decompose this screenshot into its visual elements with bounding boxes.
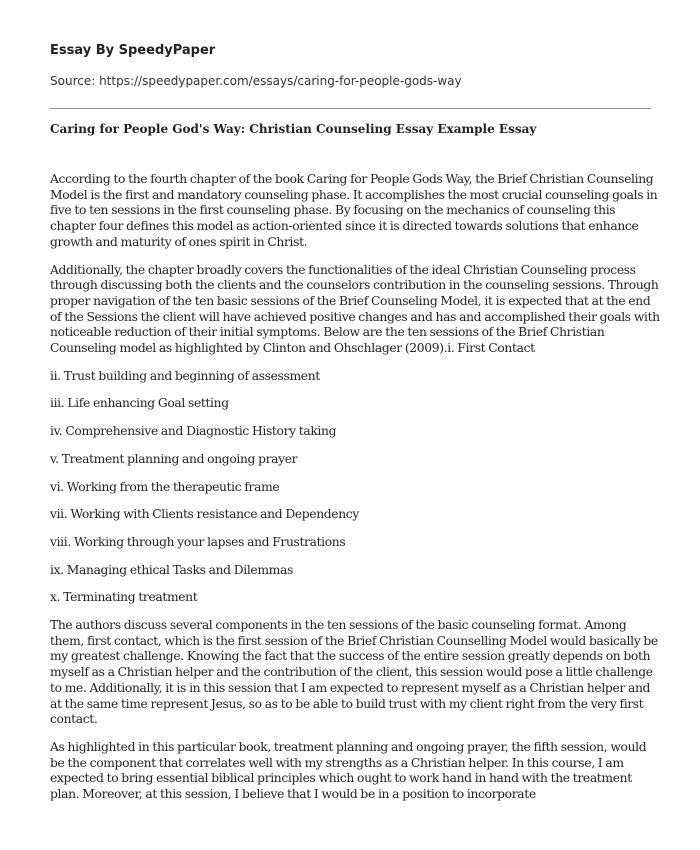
essay-title: Caring for People God's Way: Christian Counseling Essay Example Essay: [50, 122, 537, 136]
source-line: Source: https://speedypaper.com/essays/caring-for-people-gods-way: [50, 74, 462, 88]
session-list-item: iv. Comprehensive and Diagnostic History taking: [50, 424, 337, 439]
paragraph: According to the fourth chapter of the book Caring for People Gods Way, the Brief Christian Counseling Model is the first and mandatory counseling phase. It accomplishes the most crucial counseling goals in five to ten sessions in the first counseling phase. By focusing on the mechanics of counseling this chapter four defines this model as action-oriented since it is directed towards solutions that enhance growth and maturity of ones spirit in Christ.: [50, 172, 658, 249]
session-list-item: x. Terminating treatment: [50, 590, 198, 605]
paragraph: Additionally, the chapter broadly covers the functionalities of the ideal Christian Counseling process through discussing both the clients and the counselors contribution in the counseling sessions. Through proper navigation of the ten basic sessions of the Brief Counseling Model, it is expected that at the end of the Sessions the client will have achieved positive changes and has and accomplished their goals with noticeable reduction of their initial symptoms. Below are the ten sessions of the Brief Christian Counseling model as highlighted by Clinton and Ohschlager (2009).i. First Contact: [50, 262, 660, 356]
session-list-item: ix. Managing ethical Tasks and Dilemmas: [50, 562, 293, 577]
essay-body: [50, 172, 662, 815]
session-list-item: vi. Working from the therapeutic frame: [50, 479, 280, 494]
session-list-item: v. Treatment planning and ongoing prayer: [50, 451, 298, 466]
paragraph: The authors discuss several components in the ten sessions of the basic counseling format. Among them, first contact, which is the first session of the Brief Christian Counselling Model would basically be my greatest challenge. Knowing the fact that the success of the entire session greatly depends on both myself as a Christian helper and the contribution of the client, this session would pose a little challenge to me. Additionally, it is in this session that I am expected to represent myself as a Christian helper and at the same time represent Jesus, so as to be able to build trust with my client right from the very first contact.: [50, 618, 658, 727]
session-list-item: iii. Life enhancing Goal setting: [50, 396, 229, 411]
header-divider: [50, 108, 651, 109]
session-list-item: vii. Working with Clients resistance and Dependency: [50, 507, 359, 522]
paragraph: As highlighted in this particular book, treatment planning and ongoing prayer, the fifth session, would be the component that correlates well with my strengths as a Christian helper. In this course, I am expected to bring essential biblical principles which ought to work hand in hand with the treatment plan. Moreover, at this session, I believe that I would be in a position to incorporate: [50, 739, 647, 802]
publisher-title: Essay By SpeedyPaper: [50, 43, 216, 58]
session-list-item: ii. Trust building and beginning of assessment: [50, 368, 320, 383]
session-list-item: viii. Working through your lapses and Frustrations: [50, 534, 346, 549]
document-header: [50, 42, 650, 90]
